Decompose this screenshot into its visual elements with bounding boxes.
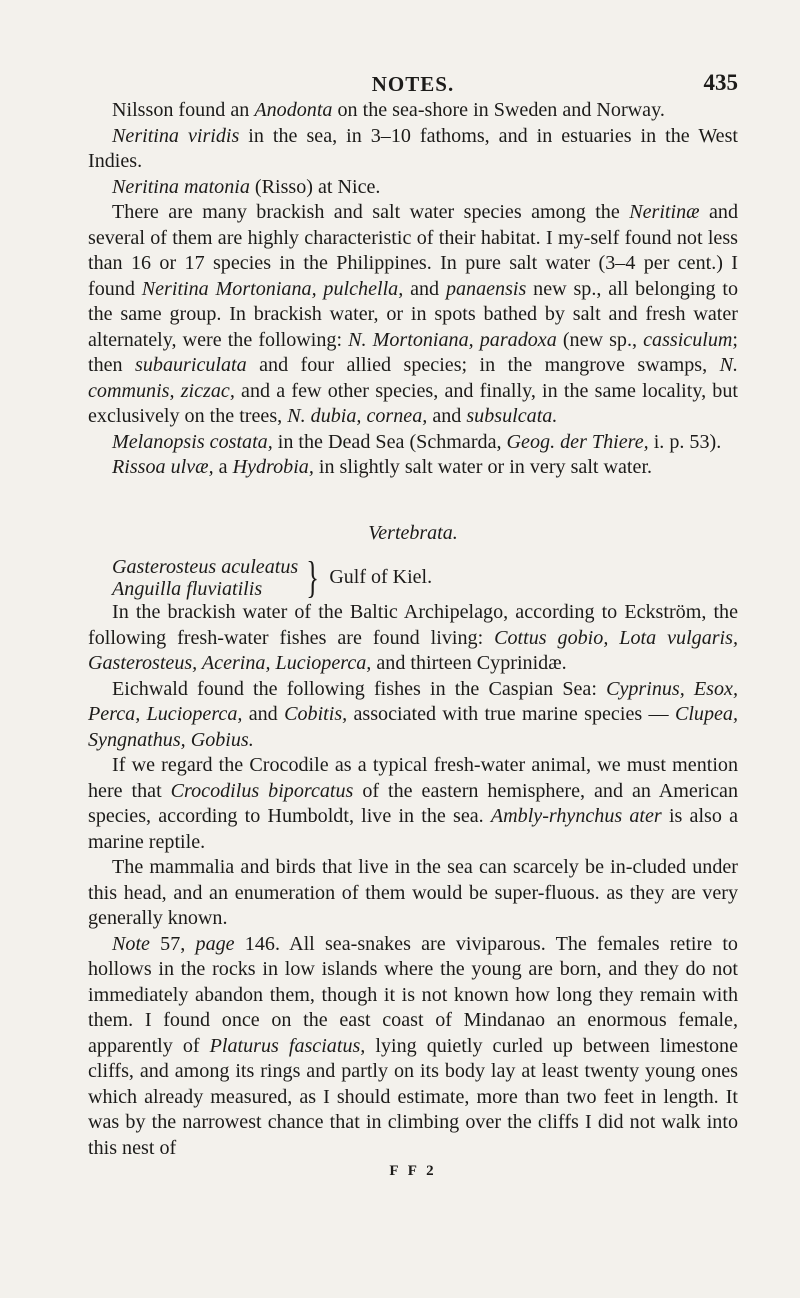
page xyxy=(88,58,738,1180)
paragraph-mammalia: The mammalia and birds that live in the sea can scarcely be in-cluded under this head, and an enumeration of them would be super-fluous. as they are very generally known. xyxy=(88,856,738,929)
running-head: NOTES. xyxy=(371,72,455,96)
page-number: 435 xyxy=(703,70,738,95)
paragraph-neritina-viridis: Neritina viridis in the sea, in 3–10 fathoms, and in estuaries in the West Indies. xyxy=(88,124,738,172)
brace-glyph: } xyxy=(306,553,320,602)
paragraph-rissoa: Rissoa ulvæ, a Hydrobia, in slightly salt water or in very salt water. xyxy=(112,456,653,478)
paragraph-neritinae: There are many brackish and salt water species among the Neritinæ and several of them are highly characteristic of their habitat. I my-self found not less than 16 or 17 species in the Philippines. In pure salt water (3–4 per cent.) I found Neritina Mortoniana, pulchella, and panaensis new sp., all belonging to the same group. In brackish water, or in spots bathed by salt and fresh water alternately, were the following: N. Mortoniana, paradoxa (new sp., cassiculum; then subauriculata and four allied species; in the mangrove swamps, N. communis, ziczac, and a few other species, and finally, in the same locality, but exclusively on the trees, N. dubia, cornea, and subsulcata. xyxy=(88,201,738,427)
bracket-species-2: Anguilla fluviatilis xyxy=(112,578,263,600)
section-heading: Vertebrata. xyxy=(368,521,458,544)
body-text xyxy=(88,98,738,1161)
paragraph-caspian: Eichwald found the following fishes in the Caspian Sea: Cyprinus, Esox, Perca, Lucioperca, and Cobitis, associated with true marine species — Clupea, Syngnathus, Gobius. xyxy=(88,677,739,751)
paragraph-neritina-matonia: Neritina matonia (Risso) at Nice. xyxy=(112,175,381,198)
paragraph-baltic: In the brackish water of the Baltic Archipelago, according to Eckström, the following fresh-water fishes are found living: Cottus gobio, Lota vulgaris, Gasterosteus, Acerina, Lucioperca, and thirteen Cyprinidæ. xyxy=(88,601,738,674)
paragraph-crocodile: If we regard the Crocodile as a typical fresh-water animal, we must mention here that Crocodilus biporcatus of the eastern hemisphere, and an American species, according to Humboldt, live in the sea. Ambly-rhynchus ater is also a marine reptile. xyxy=(88,754,739,853)
paragraph-note-57: Note 57, page 146. All sea-snakes are viviparous. The females retire to hollows in the rocks in low islands where the young are born, and they do not immediately abandon them, though it is not known how long they remain with them. I found once on the east coast of Mindanao an enormous female, apparently of Platurus fasciatus, lying quietly curled up between limestone cliffs, and among its rings and partly on its body lay at least twenty young ones which already measured, as I should estimate, more than two feet in length. It was by the narrowest chance that in climbing over the cliffs I did not walk into this nest of xyxy=(88,932,739,1159)
signature-mark: F F 2 xyxy=(389,1163,437,1179)
paragraph-melanopsis: Melanopsis costata, in the Dead Sea (Schmarda, Geog. der Thiere, i. p. 53). xyxy=(112,430,722,453)
page-header xyxy=(88,58,738,98)
bracket-location: Gulf of Kiel. xyxy=(329,566,433,589)
paragraph-anodonta: Nilsson found an Anodonta on the sea-shore in Sweden and Norway. xyxy=(112,99,665,121)
species-bracket xyxy=(112,553,738,602)
bracket-species-list xyxy=(112,556,298,600)
bracket-species-1: Gasterosteus aculeatus xyxy=(112,556,299,578)
